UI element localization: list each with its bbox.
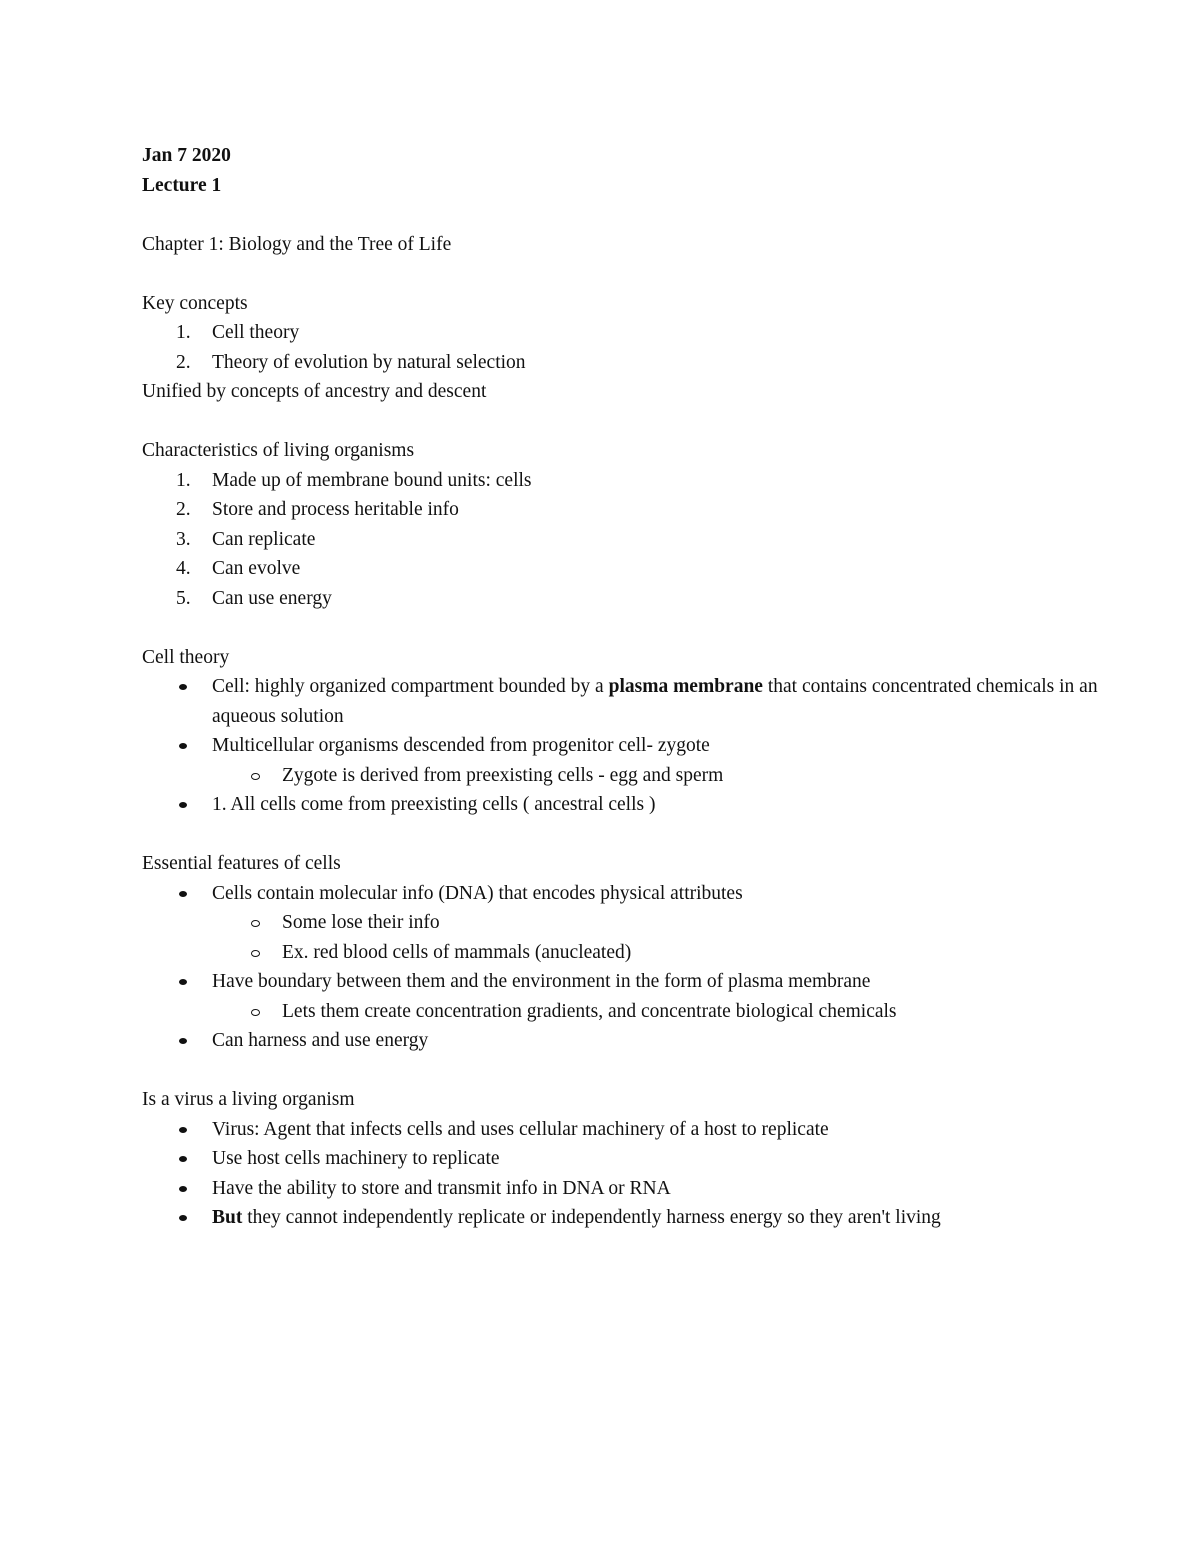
bullet-item	[142, 790, 1102, 820]
item-number: 1.	[176, 469, 191, 491]
item-number: 2.	[176, 351, 191, 373]
bullet-circle-icon	[251, 1009, 260, 1016]
item-text: Multicellular organisms descended from progenitor cell- zygote	[212, 735, 710, 756]
item-text: Can evolve	[212, 558, 301, 579]
item-text: 1. All cells come from preexisting cells ( ancestral cells )	[212, 794, 656, 815]
bullet-dot-icon	[179, 802, 187, 808]
bullet-item	[142, 967, 1102, 997]
item-text: they cannot independently replicate or independently harness energy so they aren't living	[242, 1207, 941, 1228]
item-text: Theory of evolution by natural selection	[212, 351, 526, 373]
bullet-dot-icon	[179, 684, 187, 690]
bullet-dot-icon	[179, 1156, 187, 1162]
bullet-item	[142, 1026, 1102, 1056]
bullet-item	[142, 1203, 1102, 1233]
bullet-item	[142, 1115, 1102, 1145]
item-text: Lets them create concentration gradients, and concentrate biological chemicals	[282, 1000, 897, 1022]
bullet-item	[142, 879, 1102, 909]
bullet-dot-icon	[179, 743, 187, 749]
numbered-item	[142, 466, 1102, 496]
essential-features-heading: Essential features of cells	[142, 853, 341, 874]
chapter-title: Chapter 1: Biology and the Tree of Life	[142, 233, 452, 255]
sub-bullet-item	[142, 938, 1102, 968]
bullet-dot-icon	[179, 979, 187, 985]
spacer	[142, 200, 1102, 230]
item-text: Made up of membrane bound units: cells	[212, 469, 532, 491]
spacer	[142, 407, 1102, 437]
item-number: 2.	[176, 499, 191, 520]
item-text: Ex. red blood cells of mammals (anucleated)	[282, 941, 632, 963]
numbered-item	[142, 554, 1102, 584]
virus-heading: Is a virus a living organism	[142, 1089, 355, 1110]
item-number: 5.	[176, 587, 191, 609]
item-text: Store and process heritable info	[212, 499, 459, 520]
numbered-item	[142, 525, 1102, 555]
characteristics-heading: Characteristics of living organisms	[142, 440, 415, 461]
key-concepts-heading: Key concepts	[142, 292, 248, 314]
item-text: Zygote is derived from preexisting cells - egg and sperm	[282, 764, 724, 786]
bullet-circle-icon	[251, 920, 260, 927]
date-heading: Jan 7 2020	[142, 145, 231, 166]
item-text: Some lose their info	[282, 912, 440, 933]
bullet-circle-icon	[251, 950, 260, 957]
item-text: Can use energy	[212, 587, 332, 609]
item-text: Have the ability to store and transmit info in DNA or RNA	[212, 1177, 671, 1199]
numbered-item	[142, 348, 1102, 378]
item-number: 4.	[176, 558, 191, 579]
bold-term: plasma membrane	[608, 676, 763, 697]
item-number: 1.	[176, 322, 191, 343]
item-number: 3.	[176, 528, 191, 550]
spacer	[142, 259, 1102, 289]
numbered-item	[142, 584, 1102, 614]
spacer	[142, 613, 1102, 643]
cell-theory-heading: Cell theory	[142, 646, 230, 668]
item-text: Cell: highly organized compartment bounded by a	[212, 676, 609, 697]
item-text: Can replicate	[212, 528, 316, 550]
spacer	[142, 820, 1102, 850]
sub-bullet-item	[142, 761, 1102, 791]
numbered-item	[142, 495, 1102, 525]
bullet-dot-icon	[179, 1186, 187, 1192]
numbered-item	[142, 318, 1102, 348]
bullet-dot-icon	[179, 1215, 187, 1221]
item-text: Cell theory	[212, 322, 300, 343]
bullet-item	[142, 672, 1102, 731]
item-text: Can harness and use energy	[212, 1030, 429, 1051]
bullet-item	[142, 1174, 1102, 1204]
item-text: Virus: Agent that infects cells and uses cellular machinery of a host to replicate	[212, 1118, 829, 1140]
bullet-circle-icon	[251, 773, 260, 780]
sub-bullet-item	[142, 997, 1102, 1027]
item-text: that contains concentrated chemicals in an aqueous solution	[212, 676, 1098, 727]
sub-bullet-item	[142, 908, 1102, 938]
bold-term: But	[212, 1207, 243, 1228]
bullet-dot-icon	[179, 1038, 187, 1044]
lecture-heading: Lecture 1	[142, 174, 222, 196]
bullet-dot-icon	[179, 1127, 187, 1133]
item-text: Cells contain molecular info (DNA) that encodes physical attributes	[212, 882, 743, 904]
item-text: Have boundary between them and the environment in the form of plasma membrane	[212, 971, 871, 992]
item-text: Use host cells machinery to replicate	[212, 1148, 500, 1169]
bullet-item	[142, 1144, 1102, 1174]
spacer	[142, 1056, 1102, 1086]
key-concepts-summary: Unified by concepts of ancestry and descent	[142, 381, 487, 402]
bullet-item	[142, 731, 1102, 761]
bullet-dot-icon	[179, 891, 187, 897]
document-page	[142, 141, 1102, 1233]
